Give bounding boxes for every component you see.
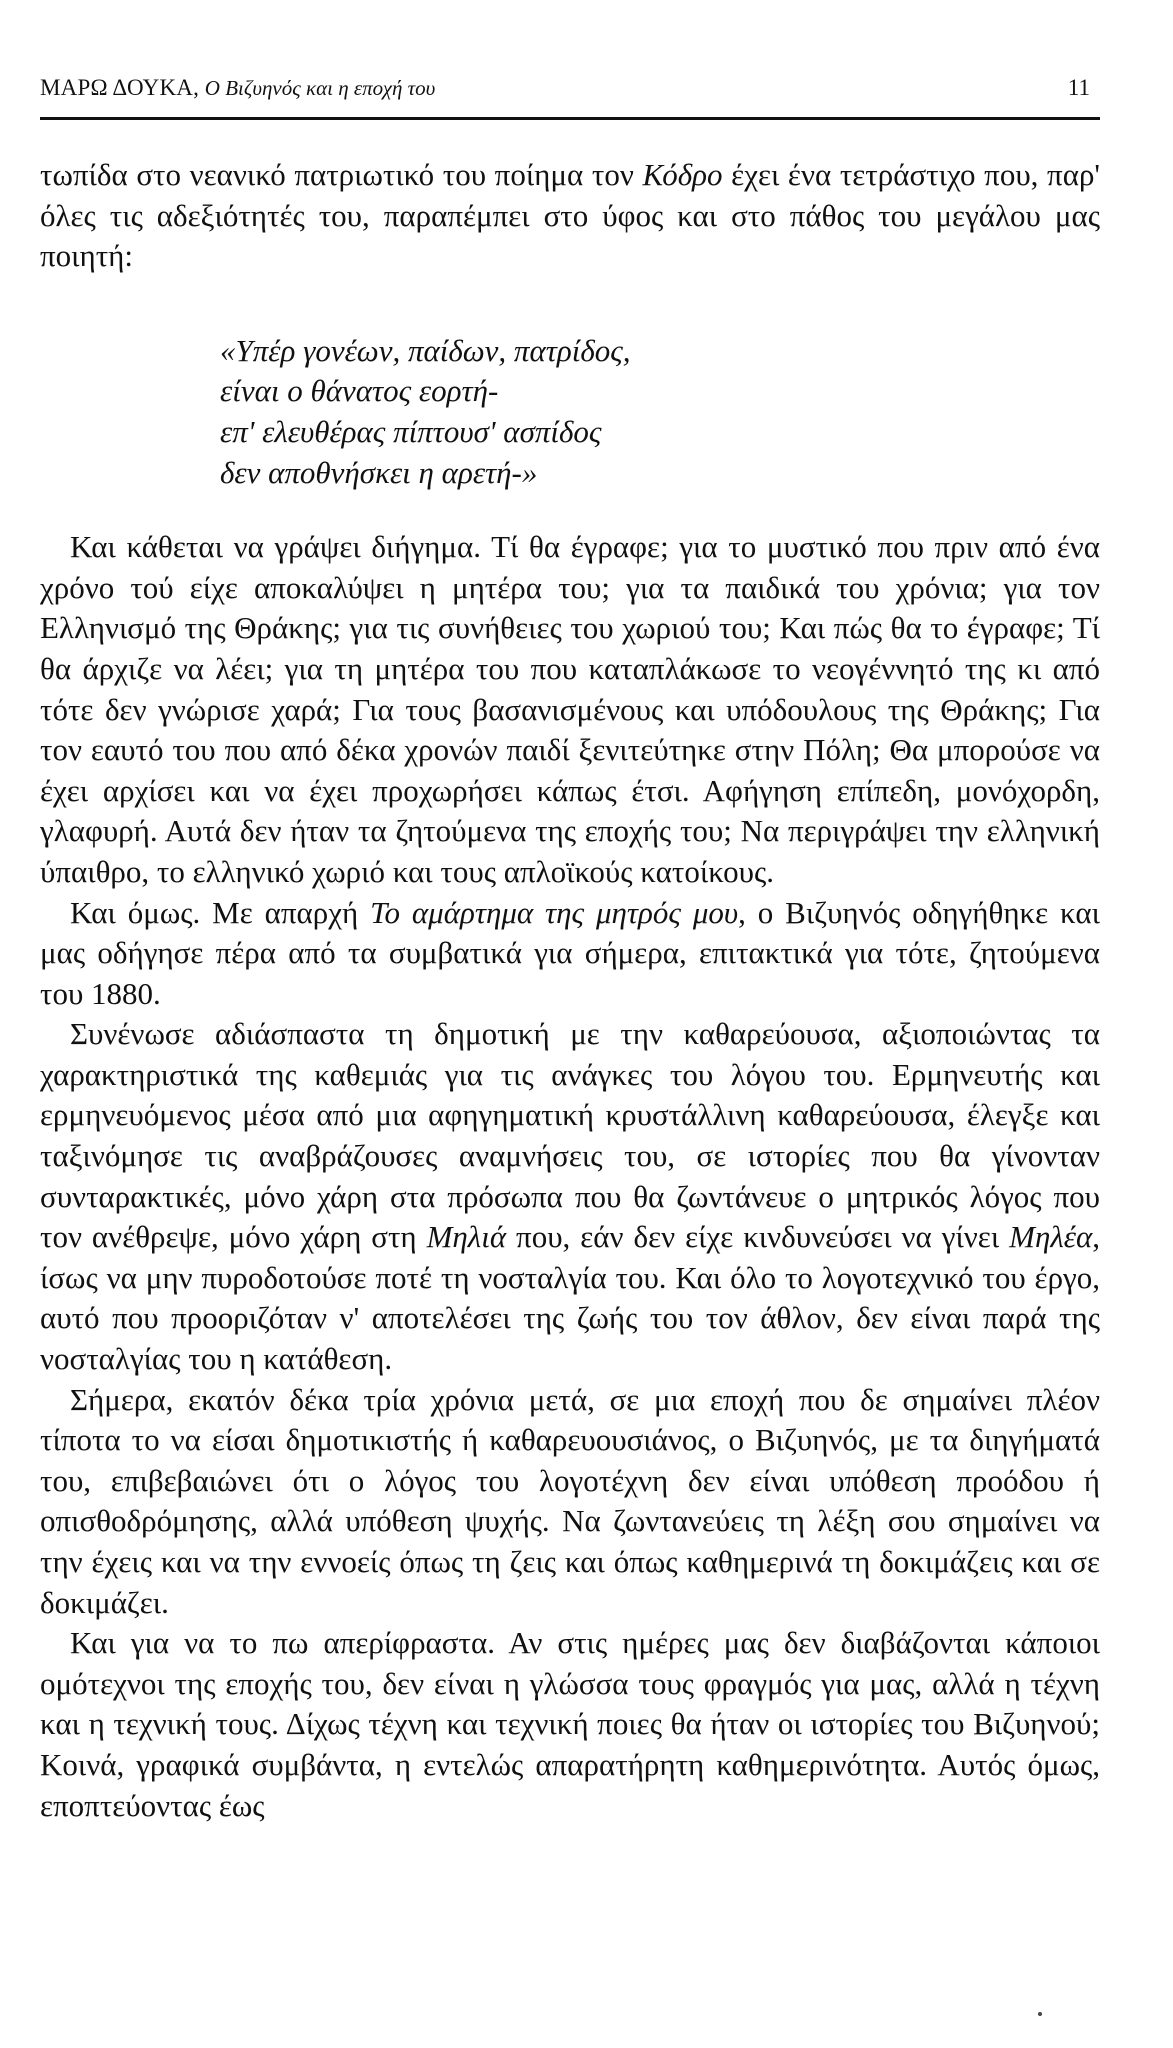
poem-title-kodros: Κόδρο [642, 157, 723, 192]
header-rule [40, 117, 1100, 120]
poem-line: επ' ελευθέρας πίπτουσ' ασπίδος [220, 413, 602, 449]
header-author: ΜΑΡΩ ΔΟΥΚΑ, [40, 75, 200, 100]
poem-quote [220, 331, 1100, 493]
page-speck [1038, 2012, 1042, 2016]
poem-line: «Υπέρ γονέων, παίδων, πατρίδος, [220, 332, 631, 368]
paragraph-4-part-5: , ίσως να μην πυροδοτούσε ποτέ τη νοσταλγία του. Και όλο το λογοτεχνικό του έργο, αυτό που προοριζόταν ν' αποτελέσει της ζωής του τον άθλον, δεν είναι παρά της νοσταλγίας του η κατάθεση. [40, 1219, 1101, 1377]
body-text [40, 155, 1100, 1826]
paragraph-2: Και κάθεται να γράψει διήγημα. Τί θα έγραφε; για το μυστικό που πριν από ένα χρόνο τού είχε αποκαλύψει η μητέρα του; για τα παιδικά του χρόνια; για τον Ελληνισμό της Θράκης; για τις συνήθειες του χωριού του; Και πώς θα το έγραφε; Τί θα άρχιζε να λέει; για τη μητέρα του που καταπλάκωσε το νεογέννητό της κι από τότε δεν γνώρισε χαρά; Για τους βασανισμένους και υπόδουλους της Θράκης; Για τον εαυτό του που από δέκα χρονών παιδί ξενιτεύτηκε στην Πόλη; Θα μπορούσε να έχει αρχίσει και να έχει προχωρήσει κάπως έτσι. Αφήγηση επίπεδη, μονόχορδη, γλαφυρή. Αυτά δεν ήταν τα ζητούμενα της εποχής του; Να περιγράψει την ελληνική ύπαιθρο, το ελληνικό χωριό και τους απλοϊκούς κατοίκους. [40, 529, 1100, 889]
header-book-title: Ο Βιζυηνός και η εποχή του [204, 76, 436, 100]
story-title: Το αμάρτημα της μητρός μου [370, 894, 739, 930]
paragraph-1-part-3: έχει ένα τετράστιχο που, παρ' όλες τις αδεξιότητές του, παραπέμπει στο ύφος και στο πάθος του μεγάλου μας ποιητή: [40, 157, 1101, 274]
poem-line: είναι ο θάνατος εορτή- [220, 373, 499, 409]
paragraph-1 [40, 155, 1100, 277]
paragraph-5: Σήμερα, εκατόν δέκα τρία χρόνια μετά, σε μια εποχή που δε σημαίνει πλέον τίποτα το να είσαι δημοτικιστής ή καθαρευουσιάνος, ο Βιζυηνός, με τα διηγήματά του, επιβεβαιώνει ότι ο λόγος του λογοτέχνη δεν είναι υπόθεση προόδου ή οπισθοδρόμησης, αλλά υπόθεση ψυχής. Να ζωντανεύεις τη λέξη σου σημαίνει να την έχεις και να την εννοείς όπως τη ζεις και όπως καθημερινά τη δοκιμάζεις και σε δοκιμάζει. [40, 1381, 1100, 1620]
paragraph-6: Και για να το πω απερίφραστα. Αν στις ημέρες μας δεν διαβάζονται κάποιοι ομότεχνοι της εποχής του, δεν είναι η γλώσσα τους φραγμός για μας, αλλά η τέχνη και η τεχνική τους. Δίχως τέχνη και τεχνική ποιες θα ήταν οι ιστορίες του Βιζυηνού; Κοινά, γραφικά συμβάντα, η εντελώς απαρατήρητη καθημερινότητα. Αυτός όμως, εποπτεύοντας έως [40, 1625, 1100, 1823]
page-number: 11 [1067, 75, 1090, 100]
paragraph-4 [40, 1014, 1100, 1379]
word-milea: Μηλέα [1009, 1219, 1093, 1255]
paragraph-3-part-1: Και όμως. Με απαρχή [70, 894, 371, 930]
paragraph-3-part-3: , ο Βιζυηνός οδηγήθηκε και μας οδήγησε πέρα από τα συμβατικά για σήμερα, επιτακτικά για τότε, ζητούμενα του 1880. [40, 894, 1100, 1011]
running-header [40, 68, 1090, 108]
paragraph-1-part-1: τωπίδα στο νεανικό πατριωτικό του ποίημα τον [40, 157, 643, 192]
paragraph-4-part-1: Συνένωσε αδιάσπαστα τη δημοτική με την καθαρεύουσα, αξιοποιώντας τα χαρακτηριστικά της καθεμιάς για τις ανάγκες του λόγου του. Ερμηνευτής και ερμηνευόμενος μέσα από μια αφηγηματική κρυστάλλινη καθαρεύουσα, έλεγξε και ταξινόμησε τις αναβράζουσες αναμνήσεις του, σε ιστορίες που θα γίνονταν συνταρακτικές, μόνο χάρη στα πρόσωπα που θα ζωντάνευε ο μητρικός λόγος που τον ανέθρεψε, μόνο χάρη στη [40, 1016, 1100, 1255]
poem-line: δεν αποθνήσκει η αρετή-» [220, 454, 538, 490]
paragraph-3 [40, 893, 1100, 1015]
word-milia: Μηλιά [426, 1219, 507, 1255]
paragraph-4-part-3: που, εάν δεν είχε κινδυνεύσει να γίνει [506, 1219, 1010, 1255]
